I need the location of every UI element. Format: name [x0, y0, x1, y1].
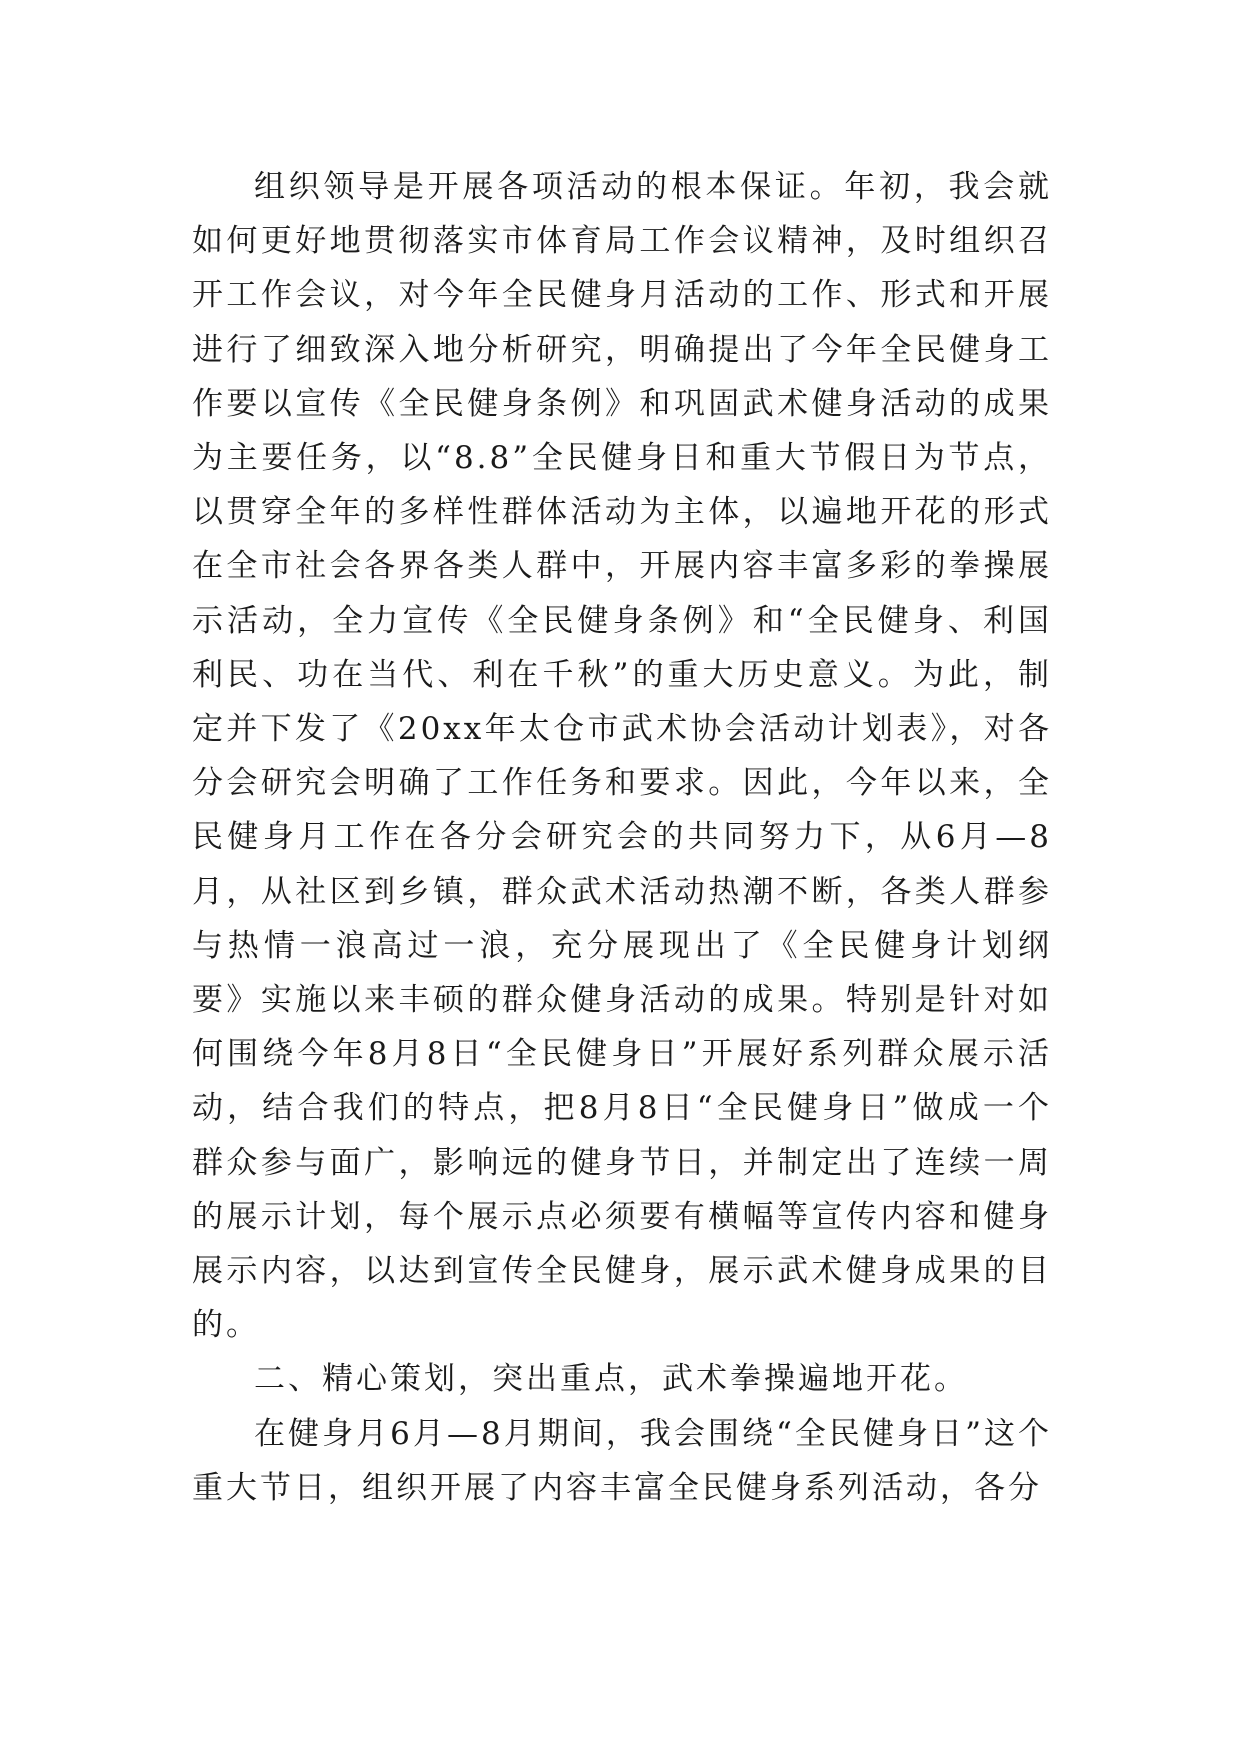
section-heading-two: 二、精心策划，突出重点，武术拳操遍地开花。: [254, 1361, 968, 1398]
paragraph-organization-leadership: 组织领导是开展各项活动的根本保证。年初，我会就如何更好地贯彻落实市体育局工作会议精神，及时组织召开工作会议，对今年全民健身月活动的工作、形式和开展进行了细致深入地分析研究，明确提出了今年全民健身工作要以宣传《全民健身条例》和巩固武术健身活动的成果为主要任务，以“8.8”全民健身日和重大节假日为节点，以贯穿全年的多样性群体活动为主体，以遍地开花的形式在全市社会各界各类人群中，开展内容丰富多彩的拳操展示活动，全力宣传《全民健身条例》和“全民健身、利国利民、功在当代、利在千秋”的重大历史意义。为此，制定并下发了《20xx年太仓市武术协会活动计划表》，对各分会研究会明确了工作任务和要求。因此，今年以来，全民健身月工作在各分会研究会的共同努力下，从6月—8月，从社区到乡镇，群众武术活动热潮不断，各类人群参与热情一浪高过一浪，充分展现出了《全民健身计划纲要》实施以来丰硕的群众健身活动的成果。特别是针对如何围绕今年8月8日“全民健身日”开展好系列群众展示活动，结合我们的特点，把8月8日“全民健身日”做成一个群众参与面广，影响远的健身节日，并制定出了连续一周的展示计划，每个展示点必须要有横幅等宣传内容和健身展示内容，以达到宣传全民健身，展示武术健身成果的目的。: [192, 169, 1052, 1344]
paragraph-fitness-month: 在健身月6月—8月期间，我会围绕“全民健身日”这个重大节日，组织开展了内容丰富全民健身系列活动，各分: [192, 1415, 1052, 1506]
document-body: [192, 160, 1052, 1515]
